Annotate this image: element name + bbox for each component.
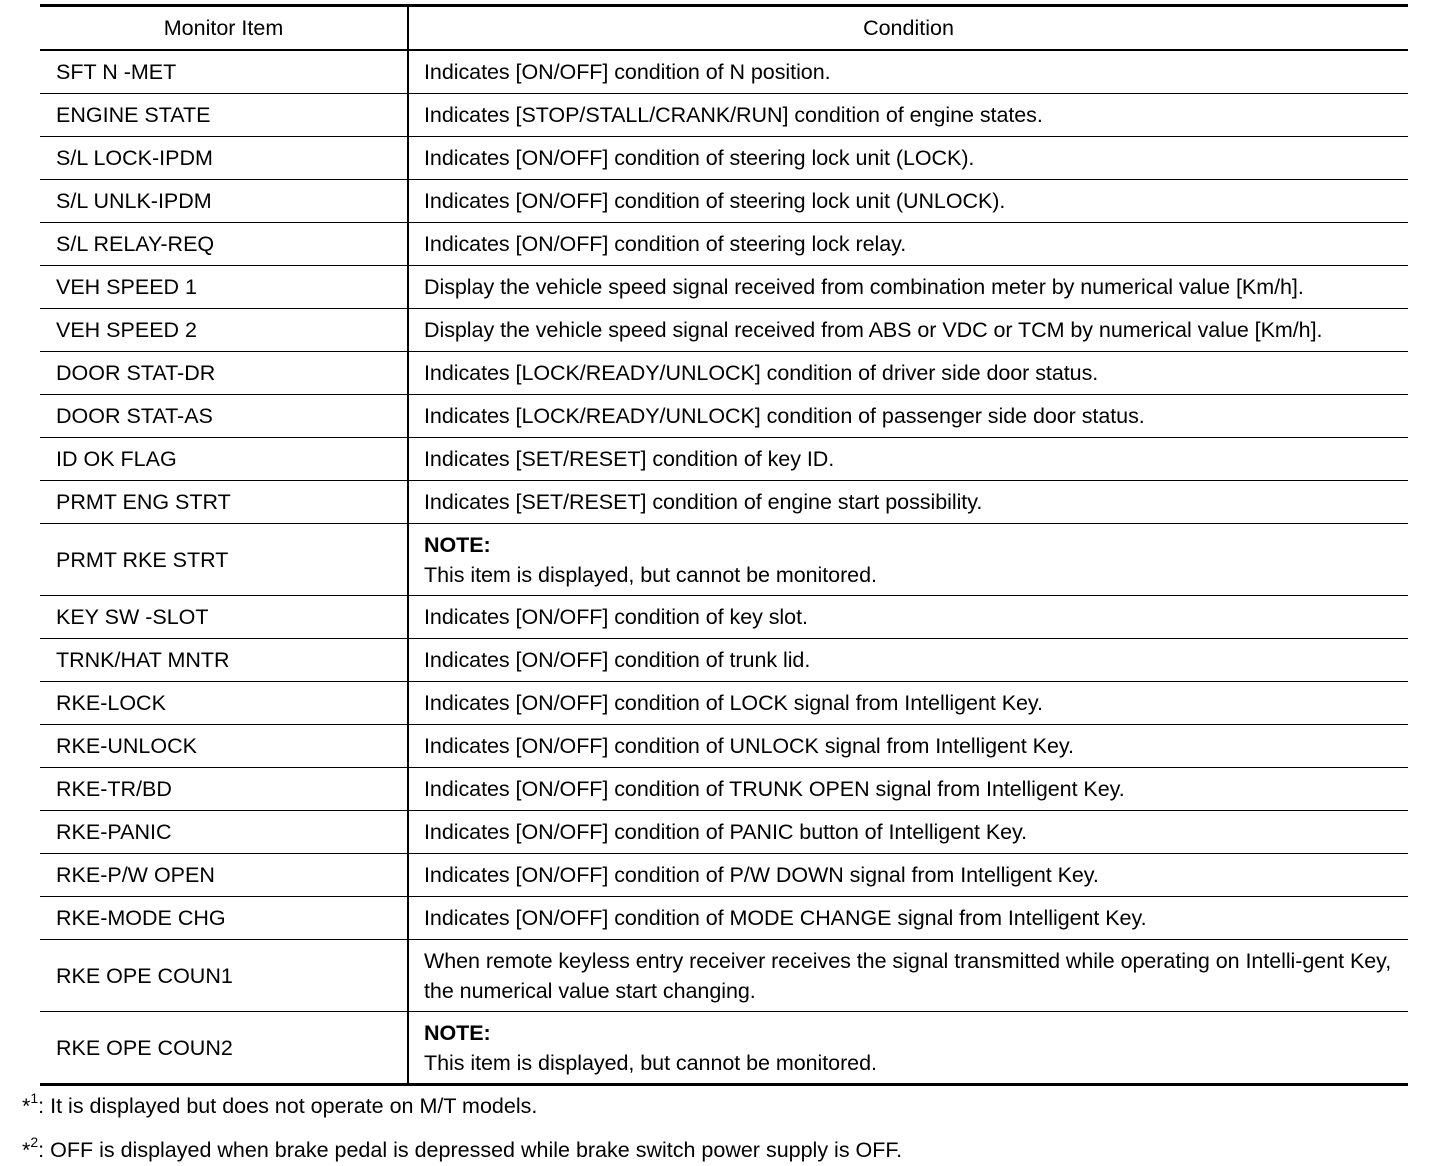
condition-cell: Indicates [ON/OFF] condition of PANIC button of Intelligent Key. — [408, 811, 1408, 854]
table-row — [40, 50, 1408, 94]
monitor-item-cell: RKE-TR/BD — [40, 768, 408, 811]
monitor-item-cell: S/L LOCK-IPDM — [40, 137, 408, 180]
monitor-item-cell: TRNK/HAT MNTR — [40, 639, 408, 682]
table-row — [40, 811, 1408, 854]
header-condition: Condition — [408, 6, 1408, 51]
condition-cell: Indicates [ON/OFF] condition of P/W DOWN signal from Intelligent Key. — [408, 854, 1408, 897]
monitor-item-cell: SFT N -MET — [40, 50, 408, 94]
note-body: This item is displayed, but cannot be monitored. — [424, 562, 877, 587]
footnote-text: : OFF is displayed when brake pedal is depressed while brake switch power supply is OFF. — [38, 1138, 903, 1162]
table-body — [40, 50, 1408, 1085]
condition-cell: Indicates [ON/OFF] condition of N position. — [408, 50, 1408, 94]
condition-cell — [408, 1012, 1408, 1085]
table-row — [40, 94, 1408, 137]
condition-cell: Indicates [ON/OFF] condition of steering lock unit (UNLOCK). — [408, 180, 1408, 223]
condition-cell: Indicates [STOP/STALL/CRANK/RUN] condition of engine states. — [408, 94, 1408, 137]
monitor-item-cell: VEH SPEED 1 — [40, 266, 408, 309]
monitor-item-cell: ENGINE STATE — [40, 94, 408, 137]
footnote-1 — [22, 1092, 537, 1120]
footnote-text: : It is displayed but does not operate on M/T models. — [38, 1094, 538, 1118]
monitor-item-cell: RKE-LOCK — [40, 682, 408, 725]
note-body: This item is displayed, but cannot be monitored. — [424, 1050, 877, 1075]
monitor-item-cell: KEY SW -SLOT — [40, 596, 408, 639]
condition-cell: Indicates [ON/OFF] condition of key slot. — [408, 596, 1408, 639]
table-row — [40, 481, 1408, 524]
monitor-item-cell: RKE-P/W OPEN — [40, 854, 408, 897]
condition-cell: Indicates [ON/OFF] condition of UNLOCK signal from Intelligent Key. — [408, 725, 1408, 768]
condition-cell: Indicates [ON/OFF] condition of steering lock unit (LOCK). — [408, 137, 1408, 180]
condition-cell: Indicates [ON/OFF] condition of LOCK signal from Intelligent Key. — [408, 682, 1408, 725]
table-row — [40, 639, 1408, 682]
note-title: NOTE: — [424, 1020, 491, 1045]
monitor-item-cell: RKE OPE COUN1 — [40, 940, 408, 1012]
monitor-item-cell: DOOR STAT-AS — [40, 395, 408, 438]
condition-cell: Indicates [ON/OFF] condition of MODE CHANGE signal from Intelligent Key. — [408, 897, 1408, 940]
monitor-item-cell: RKE-PANIC — [40, 811, 408, 854]
note-title: NOTE: — [424, 532, 491, 557]
condition-cell: When remote keyless entry receiver receives the signal transmitted while operating on Intelli-gent Key, the numerical value start changing. — [408, 940, 1408, 1012]
table-row — [40, 352, 1408, 395]
condition-cell: Indicates [ON/OFF] condition of trunk lid. — [408, 639, 1408, 682]
monitor-item-cell: PRMT ENG STRT — [40, 481, 408, 524]
table-row — [40, 524, 1408, 596]
monitor-item-cell: S/L RELAY-REQ — [40, 223, 408, 266]
footnote-2 — [22, 1136, 902, 1164]
table-row — [40, 596, 1408, 639]
monitor-item-cell: RKE-UNLOCK — [40, 725, 408, 768]
monitor-item-cell: VEH SPEED 2 — [40, 309, 408, 352]
table-row — [40, 1012, 1408, 1085]
table-header-row — [40, 6, 1408, 51]
condition-cell: Indicates [ON/OFF] condition of TRUNK OPEN signal from Intelligent Key. — [408, 768, 1408, 811]
footnote-mark: * — [22, 1094, 31, 1118]
table-row — [40, 395, 1408, 438]
table-row — [40, 438, 1408, 481]
monitor-item-table — [40, 4, 1408, 1086]
condition-cell: Display the vehicle speed signal received from ABS or VDC or TCM by numerical value [Km/h]. — [408, 309, 1408, 352]
condition-cell: Indicates [SET/RESET] condition of engine start possibility. — [408, 481, 1408, 524]
table-row — [40, 223, 1408, 266]
table-row — [40, 897, 1408, 940]
monitor-item-cell: DOOR STAT-DR — [40, 352, 408, 395]
table-row — [40, 682, 1408, 725]
condition-cell: Indicates [LOCK/READY/UNLOCK] condition of driver side door status. — [408, 352, 1408, 395]
table-row — [40, 854, 1408, 897]
monitor-item-cell: PRMT RKE STRT — [40, 524, 408, 596]
table-row — [40, 137, 1408, 180]
table-row — [40, 180, 1408, 223]
table-row — [40, 266, 1408, 309]
table-row — [40, 940, 1408, 1012]
footnote-number: 1 — [30, 1090, 39, 1106]
monitor-item-cell: S/L UNLK-IPDM — [40, 180, 408, 223]
monitor-item-cell: ID OK FLAG — [40, 438, 408, 481]
condition-cell: Indicates [SET/RESET] condition of key ID. — [408, 438, 1408, 481]
condition-cell: Indicates [ON/OFF] condition of steering lock relay. — [408, 223, 1408, 266]
footnote-number: 2 — [30, 1134, 39, 1150]
table-row — [40, 725, 1408, 768]
table-row — [40, 768, 1408, 811]
table-row — [40, 309, 1408, 352]
condition-cell: Display the vehicle speed signal received from combination meter by numerical value [Km/h]. — [408, 266, 1408, 309]
condition-cell: Indicates [LOCK/READY/UNLOCK] condition of passenger side door status. — [408, 395, 1408, 438]
monitor-item-cell: RKE OPE COUN2 — [40, 1012, 408, 1085]
footnote-mark: * — [22, 1138, 31, 1162]
header-monitor-item: Monitor Item — [40, 6, 408, 51]
condition-cell — [408, 524, 1408, 596]
monitor-item-cell: RKE-MODE CHG — [40, 897, 408, 940]
